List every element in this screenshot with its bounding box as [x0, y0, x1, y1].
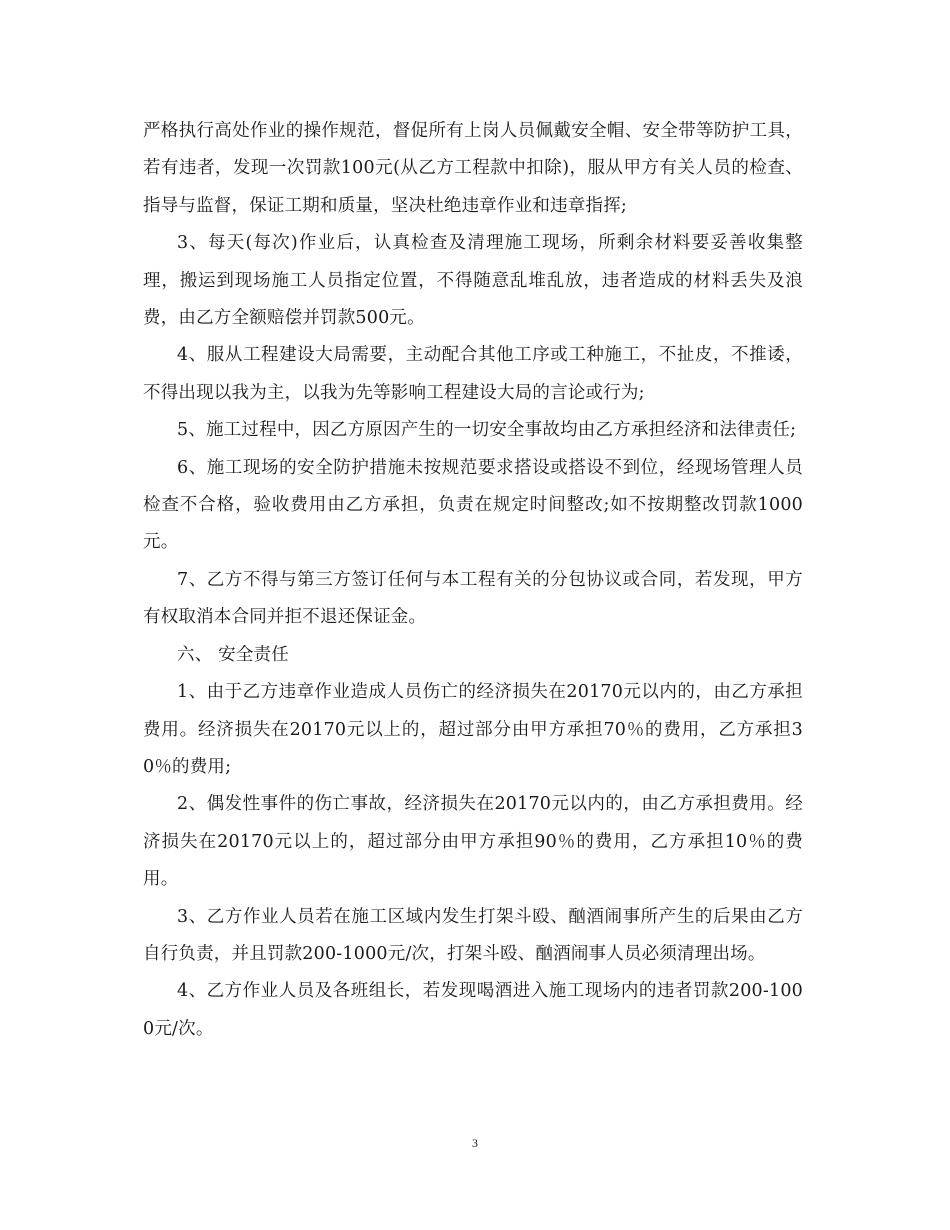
safety-clause-4: 4、乙方作业人员及各班组长，若发现喝酒进入施工现场内的违者罚款200-1000元/次。	[143, 981, 803, 1039]
clause-6: 6、施工现场的安全防护措施未按规范要求搭设或搭设不到位，经现场管理人员检查不合格，验收费用由乙方承担，负责在规定时间整改;如不按期整改罚款1000元。	[143, 457, 803, 553]
clause-7: 7、乙方不得与第三方签订任何与本工程有关的分包协议或合同，若发现，甲方有权取消本合同并拒不退还保证金。	[143, 569, 803, 628]
clause-4: 4、服从工程建设大局需要，主动配合其他工序或工种施工，不扯皮，不推诿，不得出现以我为主，以我为先等影响工程建设大局的言论或行为;	[143, 345, 803, 403]
section-heading-safety-responsibility: 六、 安全责任	[177, 644, 289, 665]
safety-clause-1: 1、由于乙方违章作业造成人员伤亡的经济损失在20170元以内的，由乙方承担费用。经济损失在20170元以上的，超过部分由甲方承担70％的费用，乙方承担30％的费用;	[143, 682, 803, 777]
paragraph-continuation: 严格执行高处作业的操作规范，督促所有上岗人员佩戴安全帽、安全带等防护工具，若有违者，发现一次罚款100元(从乙方工程款中扣除)，服从甲方有关人员的检查、指导与监督，保证工期和质量，坚决杜绝违章作业和违章指挥;	[143, 121, 803, 216]
safety-clause-3: 3、乙方作业人员若在施工区域内发生打架斗殴、酗酒闹事所产生的后果由乙方自行负责，并且罚款200-1000元/次，打架斗殴、酗酒闹事人员必须清理出场。	[143, 906, 803, 964]
clause-3: 3、每天(每次)作业后，认真检查及清理施工现场，所剩余材料要妥善收集整理，搬运到现场施工人员指定位置，不得随意乱堆乱放，违者造成的材料丢失及浪费，由乙方全额赔偿并罚款500元。	[143, 233, 803, 329]
safety-clause-2: 2、偶发性事件的伤亡事故，经济损失在20170元以内的，由乙方承担费用。经济损失在20170元以上的，超过部分由甲方承担90％的费用，乙方承担10％的费用。	[143, 794, 803, 890]
document-body	[143, 113, 803, 1048]
page-number: 3	[472, 1136, 478, 1150]
clause-5: 5、施工过程中，因乙方原因产生的一切安全事故均由乙方承担经济和法律责任;	[177, 420, 797, 441]
